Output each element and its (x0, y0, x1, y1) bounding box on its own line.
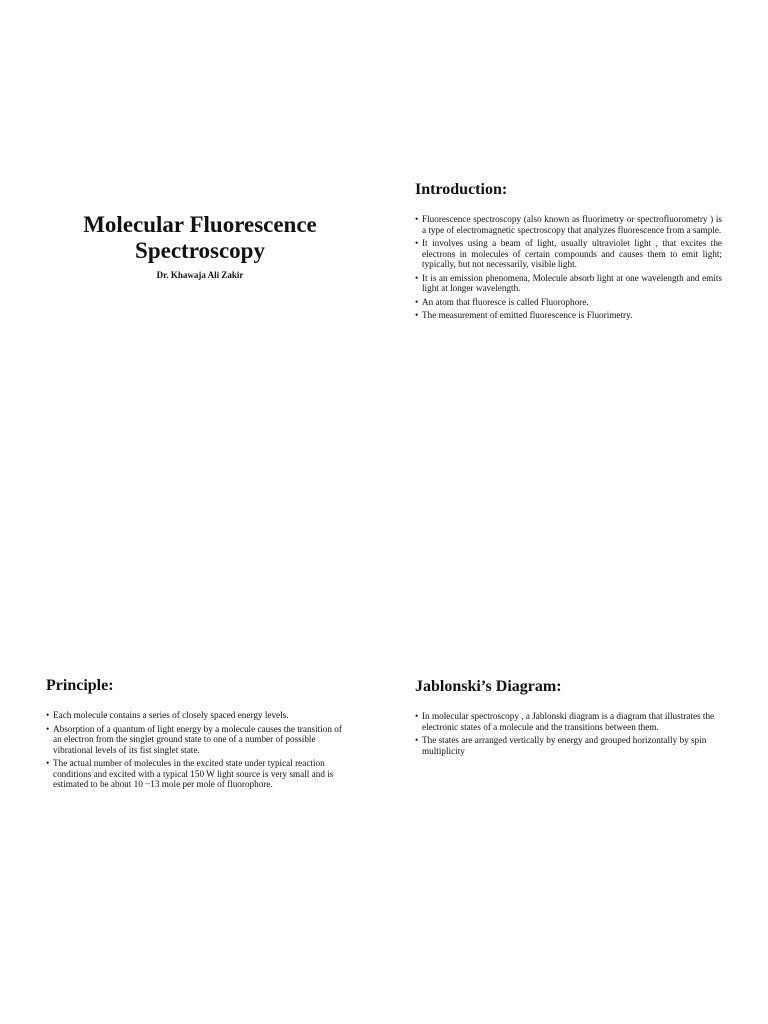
bullet-icon: • (46, 758, 50, 768)
list-item (415, 310, 722, 321)
bullet-icon: • (46, 710, 50, 720)
bullet-icon: • (415, 296, 419, 307)
author-name: Dr. Khawaja Ali Zakir (156, 270, 244, 280)
bullet-icon: • (415, 735, 419, 745)
list-item (415, 735, 715, 756)
bullet-text: The states are arranged vertically by energy and grouped horizontally by spin multiplicity (422, 735, 707, 756)
introduction-slide (415, 180, 722, 324)
list-item (46, 758, 342, 790)
list-item (415, 711, 715, 732)
list-item (415, 273, 722, 294)
bullet-text: In molecular spectroscopy , a Jablonski diagram is a diagram that illustrates the electronic states of a molecule and the transitions between them. (422, 711, 715, 732)
bullet-text: It involves using a beam of light, usually ultraviolet light , that excites the electrons in molecules of certain compounds and causes them to emit light; typically, but not necessarily, visible light. (422, 238, 722, 269)
bullet-text: Fluorescence spectroscopy (also known as fluorimetry or spectrofluorometry ) is a type of electromagnetic spectroscopy that analyzes fluorescence from a sample. (422, 214, 722, 235)
bullet-text: Absorption of a quantum of light energy by a molecule causes the transition of an electron from the singlet ground state to one of a number of possible vibrational levels of its fist singlet state. (53, 723, 342, 755)
principle-heading: Principle: (46, 677, 114, 694)
list-item (46, 724, 342, 756)
bullet-icon: • (46, 723, 50, 734)
bullet-icon: • (415, 272, 419, 283)
principle-bullet-list (46, 710, 342, 790)
jablonski-bullet-list (415, 711, 715, 756)
bullet-icon: • (415, 238, 419, 248)
list-item (415, 297, 722, 308)
list-item (415, 214, 722, 235)
bullet-text: The actual number of molecules in the excited state under typical reaction conditions and excited with a typical 150 W light source is very small and is estimated to be about 10 −13 mole per mole of fluorophore. (53, 758, 334, 789)
bullet-icon: • (415, 214, 419, 224)
principle-slide (46, 676, 342, 793)
jablonski-slide (415, 677, 715, 759)
bullet-text: It is an emission phenomena, Molecule absorb light at one wavelength and emits light at longer wavelength. (422, 272, 722, 293)
jablonski-heading: Jablonski’s Diagram: (415, 678, 562, 695)
list-item (415, 238, 722, 270)
bullet-text: The measurement of emitted fluorescence is Fluorimetry. (422, 310, 633, 320)
introduction-heading: Introduction: (415, 181, 508, 198)
bullet-icon: • (415, 711, 419, 721)
presentation-title: Molecular Fluorescence Spectroscopy (83, 212, 317, 263)
bullet-icon: • (415, 310, 419, 320)
bullet-text: Each molecule contains a series of closely spaced energy levels. (53, 710, 289, 720)
introduction-bullet-list (415, 214, 722, 321)
list-item (46, 710, 342, 721)
bullet-text: An atom that fluoresce is called Fluorophore. (422, 296, 589, 307)
title-slide (40, 200, 360, 280)
